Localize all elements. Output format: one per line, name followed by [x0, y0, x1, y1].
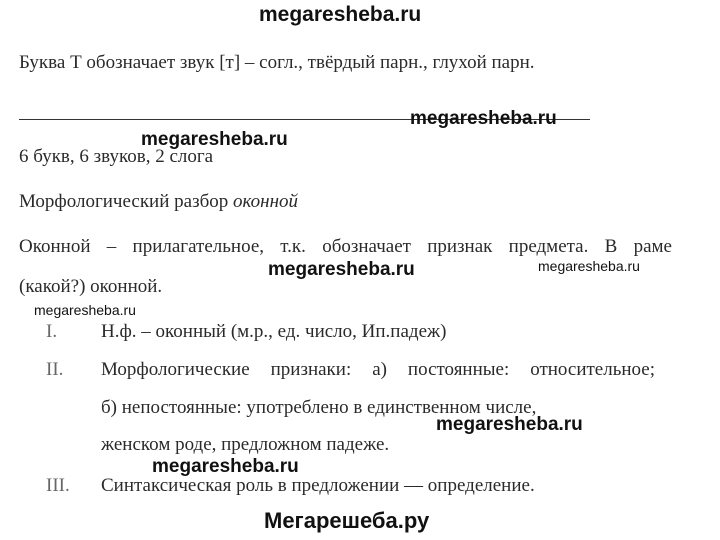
list-item-text: б) непостоянные: употреблено в единственном числе, [101, 397, 537, 418]
letter-sound-line: Буква Т обозначает звук [т] – согл., твёрдый парн., глухой парн. [19, 52, 535, 73]
list-item-text: Морфологические признаки: а) постоянные: относительное; [101, 359, 655, 380]
watermark-mark: megaresheba.ru [141, 129, 288, 150]
watermark-mark: megaresheba.ru [436, 414, 583, 435]
morph-heading-word: оконной [233, 191, 299, 212]
list-item-text: Синтаксическая роль в предложении — определение. [101, 475, 535, 496]
list-item-number: II. [46, 359, 64, 380]
footer-watermark: Мегарешеба.ру [264, 508, 430, 533]
morph-heading-prefix: Морфологический разбор [19, 191, 233, 212]
watermark-mark: megaresheba.ru [268, 259, 415, 280]
counts-line: 6 букв, 6 звуков, 2 слога [19, 146, 214, 167]
paragraph-line-1: Оконной – прилагательное, т.к. обозначает признак предмета. В раме [19, 236, 672, 257]
list-item-text: женском роде, предложном падеже. [101, 434, 390, 455]
watermark-mark: megaresheba.ru [538, 258, 640, 274]
list-item-number: III. [46, 475, 70, 496]
watermark-mark: megaresheba.ru [410, 108, 557, 129]
watermark-mark: megaresheba.ru [34, 302, 136, 318]
morph-heading [19, 191, 298, 213]
watermark-mark: megaresheba.ru [152, 456, 299, 477]
list-item-text: Н.ф. – оконный (м.р., ед. число, Ип.падеж) [101, 321, 447, 342]
header-watermark: megaresheba.ru [259, 3, 422, 26]
list-item-number: I. [46, 321, 58, 342]
paragraph-line-2: (какой?) оконной. [19, 276, 163, 297]
